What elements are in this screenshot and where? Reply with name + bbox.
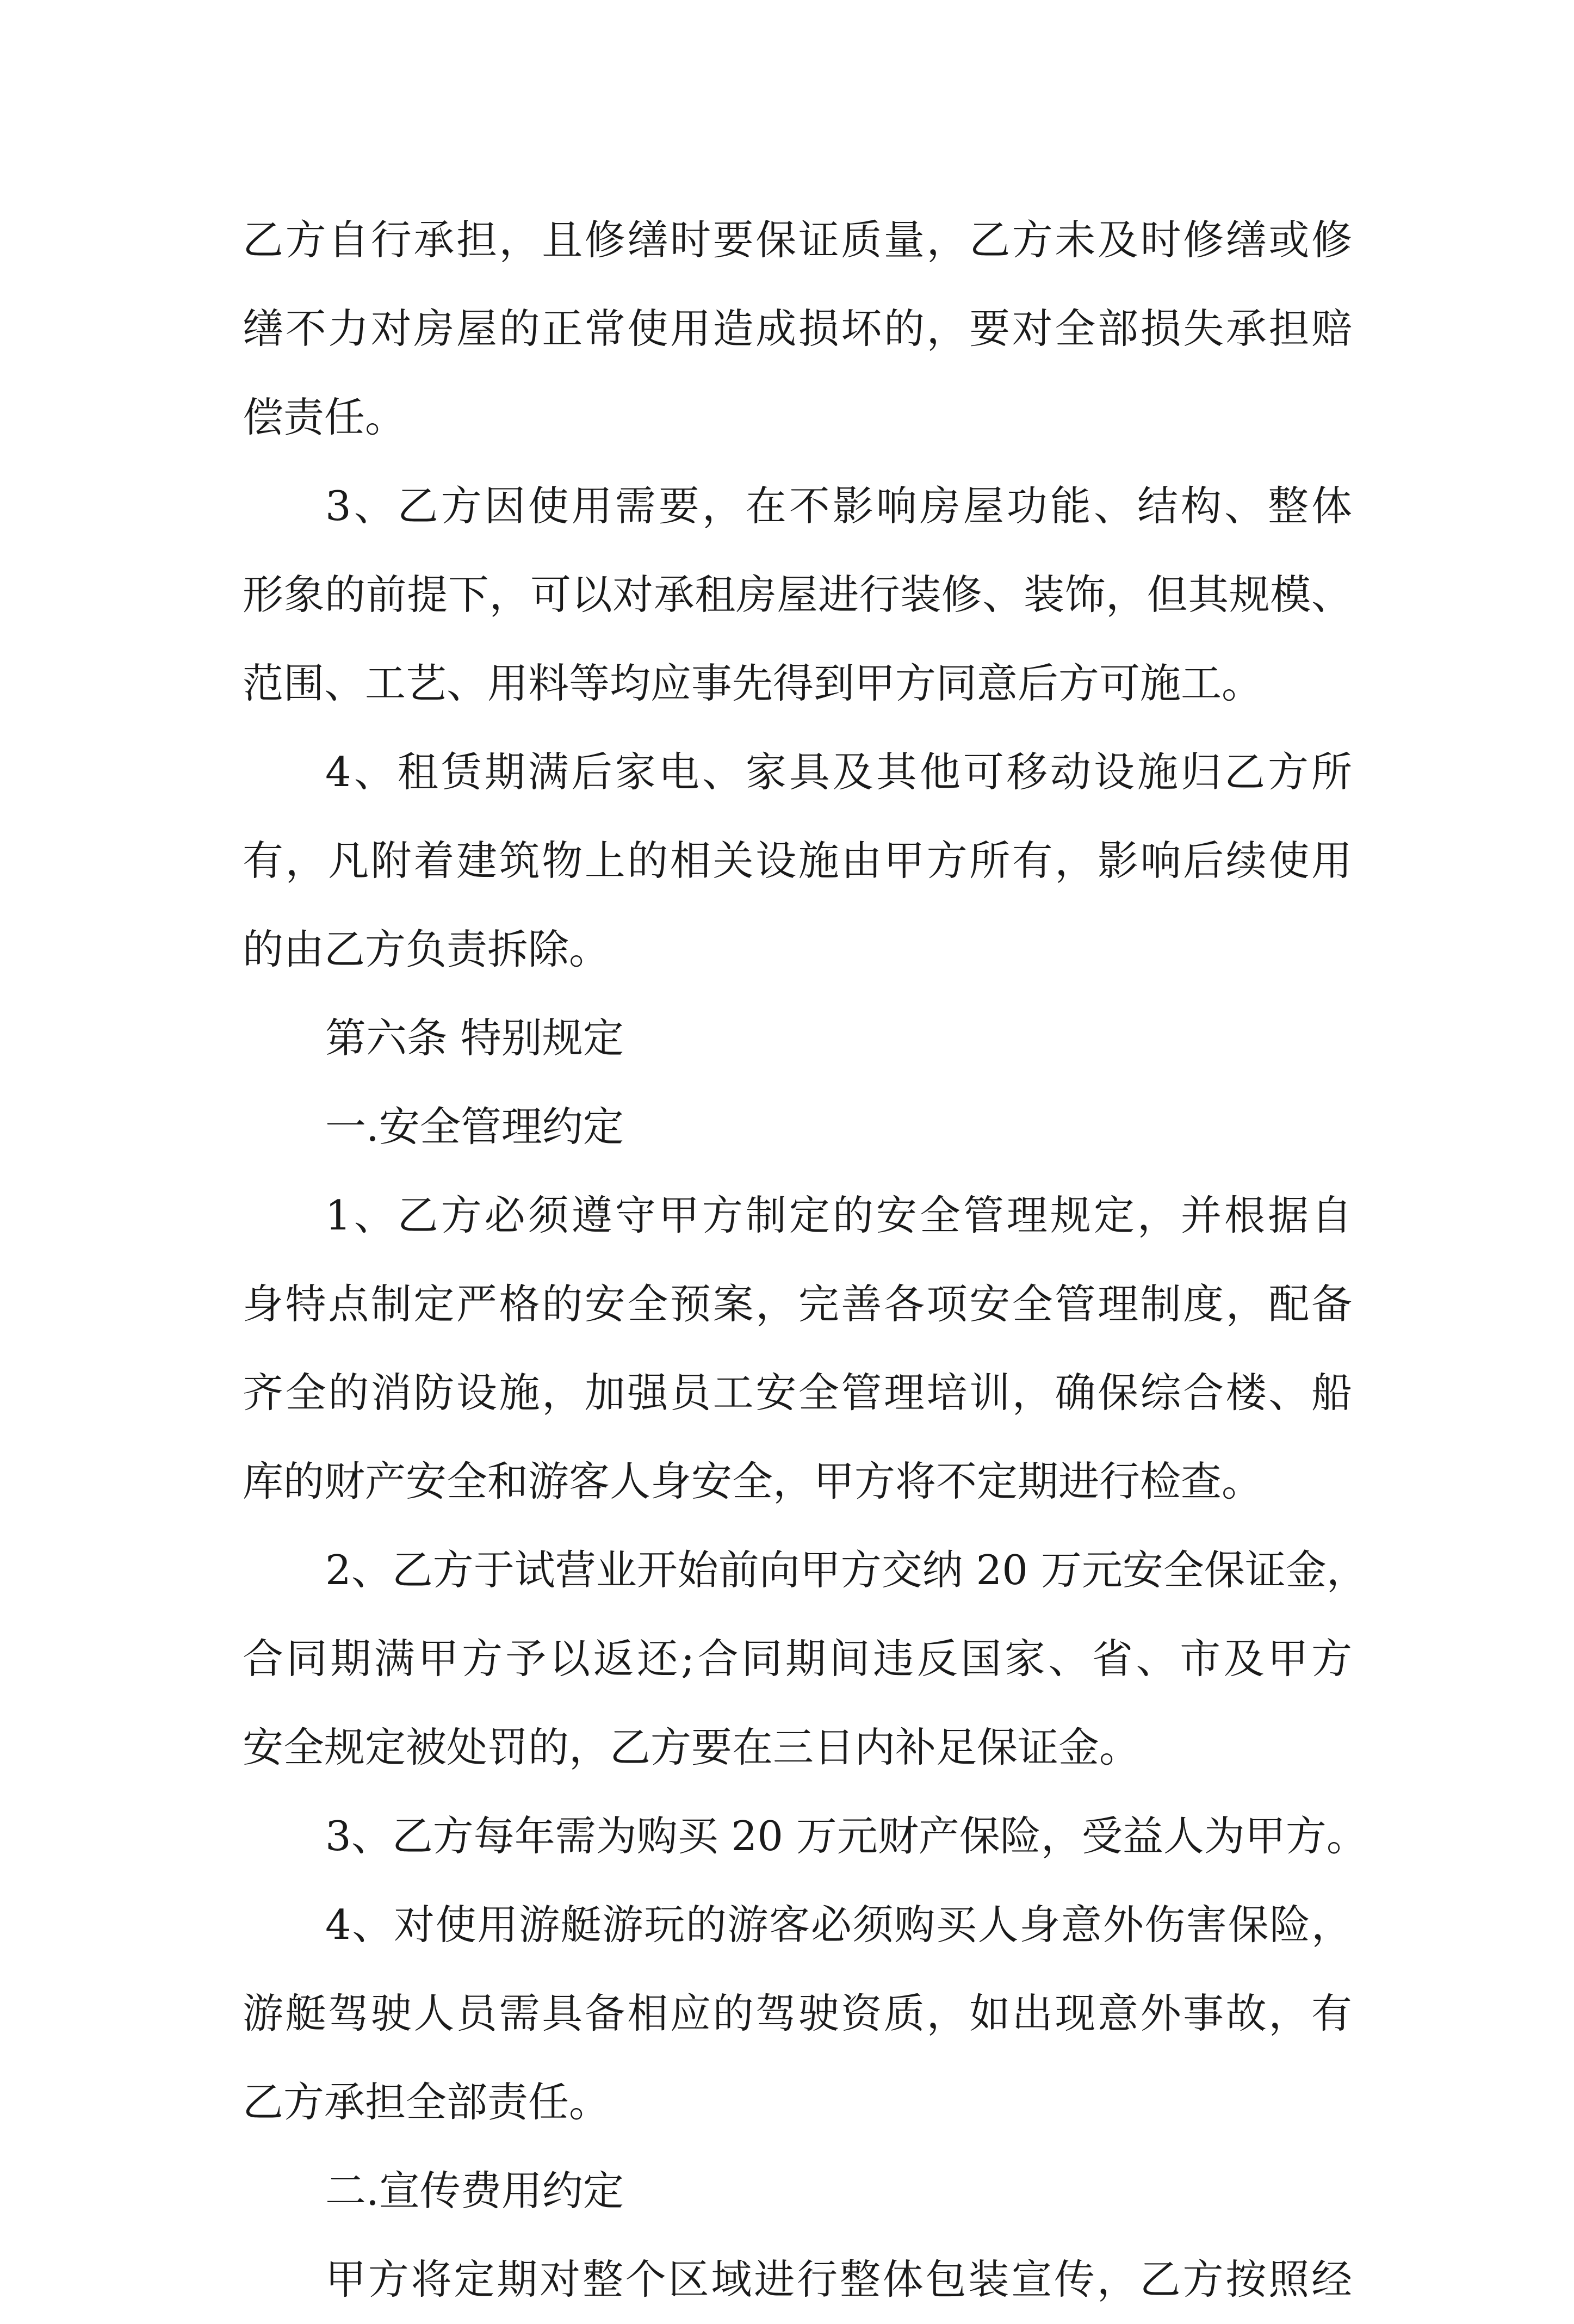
paragraph-line: 甲方将定期对整个区域进行整体包装宣传，乙方按照经 [325, 2255, 1352, 2303]
subsection-heading: 一.安全管理约定 [325, 1103, 624, 1151]
paragraph-line: 游艇驾驶人员需具备相应的驾驶资质，如出现意外事故，有 [243, 1989, 1352, 2037]
paragraph-line: 齐全的消防设施，加强员工安全管理培训，确保综合楼、船 [243, 1369, 1352, 1417]
section-heading: 第六条 特别规定 [325, 1014, 624, 1062]
paragraph-line: 的由乙方负责拆除。 [243, 925, 610, 973]
paragraph-line: 有，凡附着建筑物上的相关设施由甲方所有，影响后续使用 [243, 837, 1352, 885]
paragraph-line: 乙方承担全部责任。 [243, 2078, 610, 2126]
paragraph-line: 身特点制定严格的安全预案，完善各项安全管理制度，配备 [243, 1280, 1352, 1328]
paragraph-line: 形象的前提下，可以对承租房屋进行装修、装饰，但其规模、 [243, 571, 1352, 619]
subsection-heading: 二.宣传费用约定 [325, 2167, 624, 2215]
paragraph-line: 3、乙方每年需为购买 20 万元财产保险，受益人为甲方。 [325, 1812, 1367, 1860]
paragraph-line: 2、乙方于试营业开始前向甲方交纳 20 万元安全保证金， [325, 1546, 1367, 1594]
paragraph-line: 3、乙方因使用需要，在不影响房屋功能、结构、整体 [325, 482, 1352, 530]
document-body [243, 196, 1367, 2324]
paragraph-line: 乙方自行承担，且修缮时要保证质量，乙方未及时修缮或修 [243, 216, 1352, 264]
paragraph-line: 缮不力对房屋的正常使用造成损坏的，要对全部损失承担赔 [243, 305, 1352, 353]
paragraph-line: 4、租赁期满后家电、家具及其他可移动设施归乙方所 [325, 748, 1352, 796]
paragraph-line: 1、乙方必须遵守甲方制定的安全管理规定，并根据自 [325, 1191, 1352, 1239]
paragraph-line: 合同期满甲方予以返还;合同期间违反国家、省、市及甲方 [243, 1635, 1352, 1683]
paragraph-line: 安全规定被处罚的，乙方要在三日内补足保证金。 [243, 1723, 1141, 1771]
paragraph-line: 范围、工艺、用料等均应事先得到甲方同意后方可施工。 [243, 659, 1263, 707]
paragraph-line: 库的财产安全和游客人身安全，甲方将不定期进行检查。 [243, 1457, 1263, 1505]
paragraph-line: 4、对使用游艇游玩的游客必须购买人身意外伤害保险， [325, 1901, 1352, 1949]
paragraph-line: 偿责任。 [243, 393, 406, 441]
